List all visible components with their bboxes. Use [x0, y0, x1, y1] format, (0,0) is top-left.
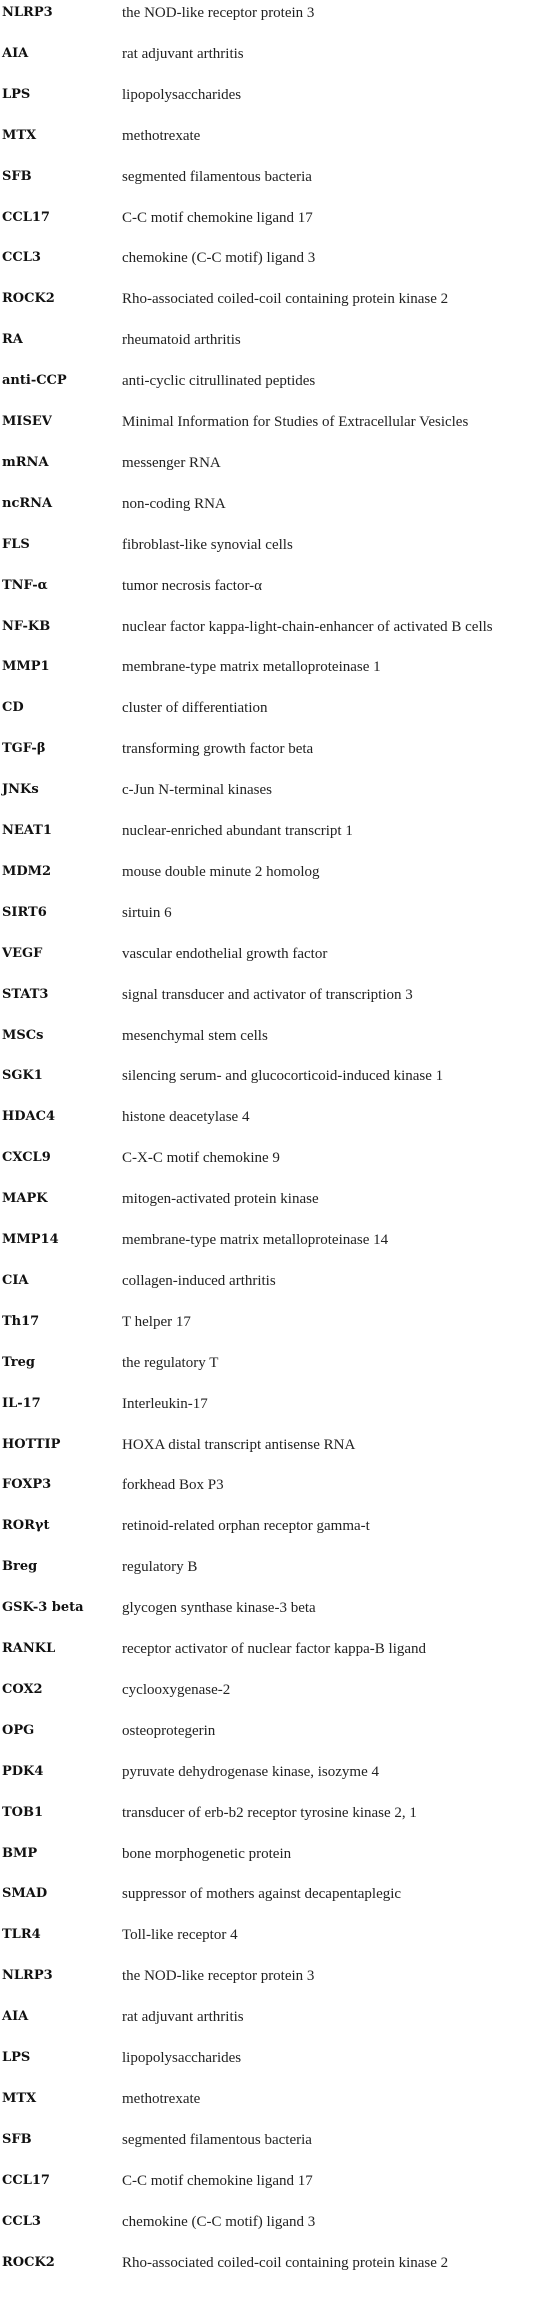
- abbreviation-row: [0, 86, 560, 112]
- abbreviation-term: COX2: [2, 1681, 43, 1697]
- abbreviation-row: [0, 372, 560, 398]
- abbreviation-term: MTX: [2, 127, 37, 143]
- abbreviation-term: SIRT6: [2, 904, 47, 920]
- abbreviation-term: LPS: [2, 86, 31, 102]
- abbreviation-term: ROCK2: [2, 291, 55, 307]
- abbreviation-term: JNKs: [2, 782, 39, 798]
- abbreviation-definition: cyclooxygenase-2: [122, 1681, 231, 1698]
- abbreviation-term: NLRP3: [2, 1968, 53, 1984]
- abbreviation-definition: the NOD-like receptor protein 3: [122, 1968, 315, 1985]
- abbreviation-definition: collagen-induced arthritis: [122, 1272, 276, 1289]
- abbreviation-term: CCL17: [2, 2172, 50, 2188]
- abbreviation-row: [0, 1313, 560, 1339]
- abbreviation-definition: C-C motif chemokine ligand 17: [122, 2172, 313, 2189]
- abbreviation-term: CD: [2, 700, 24, 716]
- abbreviation-term: VEGF: [2, 945, 43, 961]
- abbreviation-definition: Toll-like receptor 4: [122, 1927, 238, 1944]
- abbreviation-definition: segmented filamentous bacteria: [122, 168, 312, 185]
- abbreviation-row: [0, 249, 560, 275]
- abbreviation-definition: bone morphogenetic protein: [122, 1845, 292, 1862]
- abbreviation-definition: nuclear factor kappa-light-chain-enhancer of activated B cells: [122, 618, 493, 635]
- abbreviation-term: GSK-3 beta: [2, 1600, 84, 1616]
- abbreviation-definition: silencing serum- and glucocorticoid-induced kinase 1: [122, 1068, 444, 1085]
- abbreviation-row: [0, 1885, 560, 1911]
- abbreviation-row: [0, 1231, 560, 1257]
- abbreviation-term: FLS: [2, 536, 30, 552]
- abbreviation-term: CIA: [2, 1272, 29, 1288]
- abbreviation-term: HDAC4: [2, 1109, 56, 1125]
- abbreviation-definition: regulatory B: [122, 1559, 198, 1576]
- abbreviation-row: [0, 2090, 560, 2116]
- abbreviation-row: [0, 1476, 560, 1502]
- abbreviation-row: [0, 1395, 560, 1421]
- abbreviation-row: [0, 2172, 560, 2198]
- abbreviation-row: [0, 127, 560, 153]
- abbreviation-term: Treg: [2, 1354, 35, 1370]
- abbreviation-term: SFB: [2, 168, 32, 184]
- abbreviation-definition: Minimal Information for Studies of Extracellular Vesicles: [122, 414, 469, 430]
- abbreviation-row: [0, 699, 560, 725]
- abbreviation-definition: anti-cyclic citrullinated peptides: [122, 373, 316, 390]
- abbreviation-row: [0, 1845, 560, 1871]
- abbreviation-definition: methotrexate: [122, 2090, 201, 2107]
- abbreviation-row: [0, 740, 560, 766]
- abbreviation-definition: suppressor of mothers against decapentaplegic: [122, 1886, 402, 1903]
- abbreviation-row: [0, 2008, 560, 2034]
- abbreviation-row: [0, 1926, 560, 1952]
- abbreviation-definition: Rho-associated coiled-coil containing protein kinase 2: [122, 2254, 449, 2271]
- abbreviation-row: [0, 2213, 560, 2239]
- abbreviation-row: [0, 2254, 560, 2280]
- abbreviation-term: MMP14: [2, 1232, 59, 1247]
- abbreviation-row: [0, 986, 560, 1012]
- abbreviation-definition: membrane-type matrix metalloproteinase 14: [122, 1232, 389, 1248]
- abbreviation-definition: transducer of erb-b2 receptor tyrosine kinase 2, 1: [122, 1804, 417, 1821]
- abbreviation-term: MAPK: [2, 1191, 48, 1207]
- abbreviation-row: [0, 4, 560, 30]
- abbreviation-definition: receptor activator of nuclear factor kappa-B ligand: [122, 1641, 427, 1657]
- abbreviation-definition: HOXA distal transcript antisense RNA: [122, 1436, 356, 1453]
- abbreviation-row: [0, 1681, 560, 1707]
- abbreviation-term: FOXP3: [2, 1477, 52, 1493]
- abbreviation-definition: histone deacetylase 4: [122, 1109, 250, 1126]
- abbreviation-row: [0, 781, 560, 807]
- abbreviation-row: [0, 1804, 560, 1830]
- abbreviation-term: TNF-α: [2, 577, 48, 593]
- abbreviation-definition: retinoid-related orphan receptor gamma-t: [122, 1518, 370, 1535]
- abbreviation-row: [0, 1067, 560, 1093]
- abbreviation-definition: Rho-associated coiled-coil containing protein kinase 2: [122, 291, 449, 308]
- abbreviation-definition: rat adjuvant arthritis: [122, 2009, 244, 2026]
- abbreviation-row: [0, 209, 560, 235]
- abbreviation-term: NLRP3: [2, 5, 53, 20]
- abbreviation-row: [0, 495, 560, 521]
- abbreviation-definition: rat adjuvant arthritis: [122, 45, 244, 62]
- abbreviation-term: SMAD: [2, 1886, 48, 1902]
- abbreviation-definition: mouse double minute 2 homolog: [122, 863, 320, 880]
- abbreviation-term: MSCs: [2, 1027, 44, 1043]
- abbreviation-definition: c-Jun N-terminal kinases: [122, 782, 272, 799]
- abbreviation-definition: the NOD-like receptor protein 3: [122, 5, 315, 21]
- abbreviation-term: NF-KB: [2, 618, 51, 634]
- abbreviation-row: [0, 863, 560, 889]
- abbreviation-row: [0, 1517, 560, 1543]
- abbreviation-term: CCL3: [2, 2213, 41, 2229]
- abbreviation-row: [0, 290, 560, 316]
- abbreviation-term: MISEV: [2, 414, 52, 429]
- abbreviation-row: [0, 904, 560, 930]
- abbreviation-term: RORγt: [2, 1518, 50, 1534]
- abbreviation-term: RANKL: [2, 1641, 56, 1656]
- abbreviation-term: CXCL9: [2, 1150, 51, 1166]
- abbreviation-definition: signal transducer and activator of transcription 3: [122, 986, 413, 1003]
- abbreviation-row: [0, 1354, 560, 1380]
- abbreviation-term: AIA: [2, 2009, 29, 2025]
- abbreviation-row: [0, 577, 560, 603]
- abbreviation-definition: mesenchymal stem cells: [122, 1027, 268, 1044]
- abbreviation-row: [0, 1272, 560, 1298]
- abbreviation-row: [0, 1190, 560, 1216]
- abbreviation-term: CCL3: [2, 250, 41, 266]
- abbreviation-definition: non-coding RNA: [122, 495, 226, 512]
- abbreviation-definition: glycogen synthase kinase-3 beta: [122, 1600, 316, 1617]
- abbreviation-definition: messenger RNA: [122, 454, 221, 471]
- abbreviation-term: PDK4: [2, 1763, 44, 1779]
- abbreviation-definition: mitogen-activated protein kinase: [122, 1191, 319, 1208]
- abbreviation-definition: rheumatoid arthritis: [122, 332, 241, 349]
- abbreviation-definition: methotrexate: [122, 127, 201, 144]
- abbreviation-row: [0, 45, 560, 71]
- abbreviation-row: [0, 2131, 560, 2157]
- abbreviation-term: IL-17: [2, 1395, 41, 1411]
- abbreviation-definition: C-X-C motif chemokine 9: [122, 1150, 280, 1167]
- abbreviation-row: [0, 1599, 560, 1625]
- abbreviation-row: [0, 1558, 560, 1584]
- abbreviation-term: mRNA: [2, 454, 49, 470]
- abbreviation-row: [0, 658, 560, 684]
- abbreviation-definition: osteoprotegerin: [122, 1722, 216, 1739]
- abbreviation-row: [0, 536, 560, 562]
- abbreviation-definition: T helper 17: [122, 1313, 191, 1330]
- abbreviation-definition: lipopolysaccharides: [122, 86, 242, 103]
- abbreviation-definition: Interleukin-17: [122, 1395, 208, 1412]
- abbreviation-row: [0, 822, 560, 848]
- abbreviation-row: [0, 454, 560, 480]
- abbreviation-term: LPS: [2, 2050, 31, 2065]
- abbreviation-definition: chemokine (C-C motif) ligand 3: [122, 250, 316, 267]
- abbreviation-term: Th17: [2, 1313, 40, 1329]
- abbreviation-definition: transforming growth factor beta: [122, 741, 314, 758]
- abbreviation-row: [0, 1149, 560, 1175]
- abbreviation-term: SGK1: [2, 1068, 43, 1084]
- abbreviation-row: [0, 1027, 560, 1053]
- abbreviation-term: ROCK2: [2, 2254, 55, 2270]
- abbreviation-definition: fibroblast-like synovial cells: [122, 536, 293, 553]
- abbreviation-definition: the regulatory T: [122, 1354, 219, 1371]
- abbreviation-row: [0, 1108, 560, 1134]
- abbreviation-term: BMP: [2, 1845, 38, 1861]
- abbreviation-term: anti-CCP: [2, 373, 67, 389]
- abbreviation-row: [0, 1967, 560, 1993]
- abbreviation-definition: segmented filamentous bacteria: [122, 2131, 312, 2148]
- abbreviation-definition: forkhead Box P3: [122, 1477, 224, 1494]
- abbreviation-row: [0, 1640, 560, 1666]
- abbreviation-definition: nuclear-enriched abundant transcript 1: [122, 823, 353, 839]
- abbreviation-term: Breg: [2, 1559, 38, 1575]
- abbreviation-definition: cluster of differentiation: [122, 700, 268, 717]
- abbreviation-term: AIA: [2, 45, 29, 61]
- abbreviation-row: [0, 331, 560, 357]
- abbreviation-term: STAT3: [2, 986, 49, 1002]
- abbreviation-definition: chemokine (C-C motif) ligand 3: [122, 2213, 316, 2230]
- abbreviation-term: RA: [2, 332, 23, 348]
- abbreviation-term: ncRNA: [2, 495, 53, 511]
- abbreviation-row: [0, 413, 560, 439]
- abbreviation-definition: sirtuin 6: [122, 904, 172, 921]
- abbreviation-term: TLR4: [2, 1927, 41, 1943]
- abbreviation-definition: pyruvate dehydrogenase kinase, isozyme 4: [122, 1763, 379, 1780]
- abbreviation-term: MMP1: [2, 659, 50, 675]
- abbreviation-term: CCL17: [2, 209, 50, 225]
- abbreviation-row: [0, 1722, 560, 1748]
- abbreviation-term: TGF-β: [2, 741, 46, 757]
- abbreviation-definition: C-C motif chemokine ligand 17: [122, 209, 313, 226]
- abbreviation-term: NEAT1: [2, 823, 52, 838]
- abbreviation-definition: membrane-type matrix metalloproteinase 1: [122, 659, 381, 676]
- abbreviation-term: OPG: [2, 1722, 35, 1738]
- abbreviation-term: SFB: [2, 2131, 32, 2147]
- abbreviation-row: [0, 1763, 560, 1789]
- abbreviation-row: [0, 2049, 560, 2075]
- abbreviation-row: [0, 168, 560, 194]
- abbreviation-definition: lipopolysaccharides: [122, 2050, 242, 2066]
- abbreviation-row: [0, 618, 560, 644]
- abbreviation-term: TOB1: [2, 1804, 44, 1820]
- abbreviation-definition: vascular endothelial growth factor: [122, 945, 328, 962]
- abbreviation-row: [0, 1436, 560, 1462]
- abbreviation-definition: tumor necrosis factor-α: [122, 577, 263, 594]
- abbreviation-term: MTX: [2, 2090, 37, 2106]
- abbreviation-row: [0, 945, 560, 971]
- abbreviation-term: MDM2: [2, 863, 52, 879]
- abbreviation-term: HOTTIP: [2, 1436, 61, 1452]
